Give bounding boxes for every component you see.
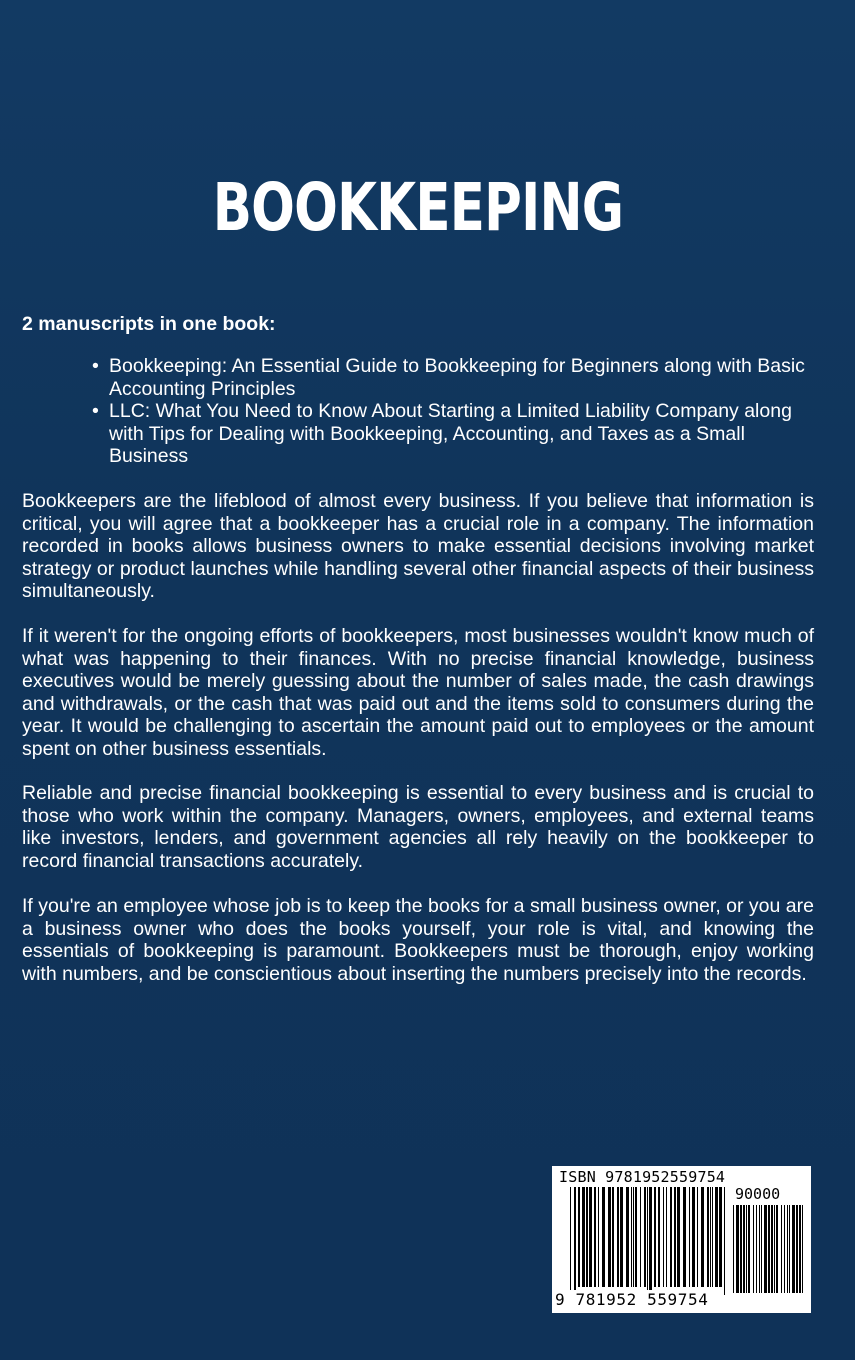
barcode-bar [670, 1187, 672, 1287]
isbn-digits: 9 781952 559754 [555, 1290, 709, 1309]
barcode-addon-icon [733, 1205, 804, 1293]
barcode-bar [743, 1205, 745, 1293]
barcode-bar [633, 1187, 634, 1287]
barcode-bar [768, 1205, 770, 1293]
barcode-bar [683, 1187, 686, 1287]
barcode-bar [701, 1187, 704, 1287]
barcode-icon [570, 1187, 726, 1295]
barcode-bar [756, 1205, 757, 1293]
barcode-bar [774, 1205, 775, 1293]
barcode-bar [644, 1187, 646, 1287]
barcode-bar [802, 1205, 803, 1293]
barcode-bar [736, 1205, 739, 1293]
barcode-bar [710, 1187, 711, 1287]
description-paragraph-2: If it weren't for the ongoing efforts of bookkeepers, most businesses wouldn't know much of what was happening to their finances. With no precise financial knowledge, business executives would be merely guessing about the number of sales made, the cash drawings and withdrawals, or the cash that was paid out and the items sold to consumers during the year. It would be challenging to ascertain the amount paid out to employees or the amount spent on other business essentials. [22, 625, 814, 760]
barcode-bar [674, 1187, 676, 1287]
barcode-bar [771, 1205, 773, 1293]
barcode-bar [697, 1187, 698, 1287]
barcode-bar [784, 1205, 785, 1293]
barcode-bar [570, 1187, 571, 1295]
barcode-bar [666, 1187, 667, 1287]
barcode-bar [799, 1205, 801, 1293]
barcode-bar [740, 1205, 742, 1293]
list-item [92, 355, 822, 400]
list-item [92, 400, 822, 468]
barcode-bar [776, 1205, 778, 1293]
manuscript-title-1: Bookkeeping: An Essential Guide to Bookkeeping for Beginners along with Basic Accounting Principles [109, 355, 805, 400]
barcode-bar [582, 1187, 585, 1287]
bullet-dot-icon: • [92, 355, 99, 377]
description-paragraph-4: If you're an employee whose job is to keep the books for a small business owner, or you are a business owner who does the books yourself, your role is vital, and knowing the essentials of bookkeeping is paramount. Bookkeepers must be thorough, enjoy working with numbers, and be conscientious about inserting the numbers precisely into the records. [22, 895, 814, 985]
barcode-bar [733, 1205, 734, 1293]
barcode-bar [640, 1187, 641, 1287]
barcode-bar [586, 1187, 588, 1287]
barcode-bar [746, 1205, 747, 1293]
barcode-bar [677, 1187, 680, 1287]
barcode-bar [707, 1187, 709, 1287]
description-paragraph-1: Bookkeepers are the lifeblood of almost every business. If you believe that information is critical, you will agree that a bookkeeper has a crucial role in a company. The information recorded in books allows business owners to make essential decisions involving market strategy or product launches while handling several other financial aspects of their business simultaneously. [22, 490, 814, 602]
manuscript-list [92, 355, 822, 468]
barcode-bar [689, 1187, 690, 1287]
barcode-bar [578, 1187, 580, 1287]
barcode-bar [781, 1205, 782, 1293]
barcode-bar [715, 1187, 718, 1287]
isbn-barcode [552, 1166, 811, 1313]
barcode-bar [654, 1187, 656, 1287]
barcode-bar [589, 1187, 592, 1287]
barcode-bar [712, 1187, 713, 1287]
barcode-bar [574, 1187, 576, 1295]
barcode-bar [649, 1187, 652, 1295]
manuscript-title-2: LLC: What You Need to Know About Starting a Limited Liability Company along with Tips for Dealing with Bookkeeping, Accounting, and Taxes as a Small Business [109, 400, 792, 467]
barcode-bar [647, 1187, 648, 1295]
barcode-bar [724, 1187, 725, 1295]
barcode-bar [753, 1205, 754, 1293]
barcode-bar [635, 1187, 637, 1287]
book-title: BOOKKEEPING [212, 169, 624, 246]
intro-heading: 2 manuscripts in one book: [22, 313, 276, 335]
barcode-bar [598, 1187, 599, 1287]
barcode-bar [594, 1187, 596, 1287]
barcode-bar [631, 1187, 632, 1287]
description-paragraph-3: Reliable and precise financial bookkeeping is essential to every business and is crucial to those who work within the company. Managers, owners, employees, and external teams like investors, lenders, and government agencies all rely heavily on the bookkeeper to record financial transactions accurately. [22, 782, 814, 872]
bullet-dot-icon: • [92, 400, 99, 422]
barcode-bar [692, 1187, 695, 1287]
barcode-bar [789, 1205, 790, 1293]
barcode-bar [602, 1187, 605, 1287]
barcode-bar [617, 1187, 619, 1287]
barcode-bar [787, 1205, 788, 1293]
price-code: 90000 [735, 1185, 781, 1203]
barcode-bar [796, 1205, 798, 1293]
barcode-bar [761, 1205, 762, 1293]
barcode-bar [764, 1205, 767, 1293]
barcode-bar [612, 1187, 614, 1287]
barcode-bar [626, 1187, 629, 1287]
barcode-bar [719, 1187, 722, 1287]
barcode-bar [663, 1187, 664, 1287]
barcode-bar [658, 1187, 660, 1287]
barcode-bar [608, 1187, 611, 1287]
barcode-bar [620, 1187, 623, 1287]
barcode-bar [748, 1205, 750, 1293]
barcode-bar [759, 1205, 760, 1293]
isbn-label: ISBN 9781952559754 [559, 1168, 726, 1186]
barcode-bar [792, 1205, 795, 1293]
